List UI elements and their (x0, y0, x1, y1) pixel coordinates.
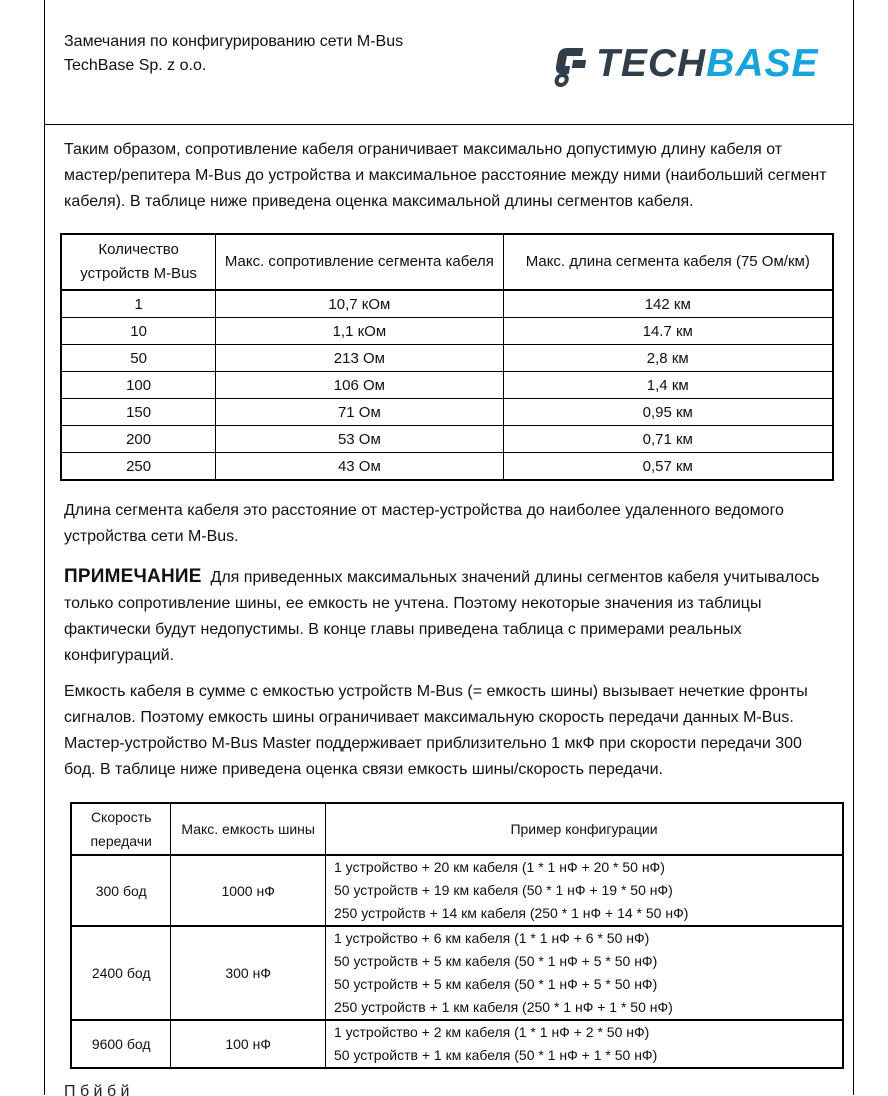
cell-resistance: 213 Ом (216, 345, 503, 372)
config-line: 50 устройств + 5 км кабеля (50 * 1 нФ + 5 * 50 нФ) (333, 953, 658, 969)
truncated-next-line (64, 1082, 534, 1096)
config-line: 50 устройств + 19 км кабеля (50 * 1 нФ + 19 * 50 нФ) (333, 882, 673, 898)
techbase-logo (554, 42, 826, 92)
cell-capacity: 100 нФ (171, 1020, 326, 1068)
note-text: Для приведенных максимальных значений длины сегментов кабеля учитывалось только сопротивление шины, ее емкость не учтена. Поэтому некоторые значения из таблицы фактически будут недопустимы. В конце главы приведена таблица с примерами реальных конфигураций. (64, 569, 820, 664)
cell-length: 0,57 км (503, 453, 833, 481)
cell-capacity: 300 нФ (171, 926, 326, 1020)
cell-configs (325, 855, 843, 926)
table-row (61, 372, 833, 399)
cell-length: 0,71 км (503, 426, 833, 453)
table-row (71, 1020, 843, 1068)
column-header-length: Макс. длина сегмента кабеля (75 Ом/км) (503, 234, 833, 290)
header-divider (44, 124, 854, 125)
cell-devices: 100 (61, 372, 216, 399)
cell-resistance: 71 Ом (216, 399, 503, 426)
cell-length: 142 км (503, 290, 833, 318)
cell-capacity: 1000 нФ (171, 855, 326, 926)
table-row (61, 453, 833, 481)
paragraph-bus-capacity: Емкость кабеля в сумме с емкостью устройств M-Bus (= емкость шины) вызывает нечеткие фронты сигналов. Поэтому емкость шины ограничивает максимальную скорость передачи данных M-Bus. Мастер-устройство M-Bus Master поддерживает приблизительно 1 мкФ при скорости передачи 300 бод. В таблице ниже приведена оценка связи емкость шины/скорость передачи. (64, 683, 808, 778)
table-row (61, 290, 833, 318)
cell-devices: 1 (61, 290, 216, 318)
cell-configs (325, 926, 843, 1020)
cell-resistance: 1,1 кОм (216, 318, 503, 345)
cell-devices: 50 (61, 345, 216, 372)
column-header-speed: Скорость передачи (71, 803, 171, 855)
document-header (64, 30, 403, 78)
logo-tech-text: TECH (596, 42, 707, 85)
config-line: 250 устройств + 1 км кабеля (250 * 1 нФ + 1 * 50 нФ) (333, 999, 673, 1015)
column-header-devices: Количество устройств M-Bus (61, 234, 216, 290)
table-row (71, 855, 843, 926)
table-header-row (61, 234, 833, 290)
config-line: 1 устройство + 6 км кабеля (1 * 1 нФ + 6 * 50 нФ) (333, 930, 650, 946)
cell-devices: 150 (61, 399, 216, 426)
cell-resistance: 106 Ом (216, 372, 503, 399)
column-header-resistance: Макс. сопротивление сегмента кабеля (216, 234, 503, 290)
table-row (71, 926, 843, 1020)
document-title: Замечания по конфигурированию сети M-Bus (64, 33, 404, 50)
table-row (61, 426, 833, 453)
column-header-capacity: Макс. емкость шины (171, 803, 326, 855)
truncated-text: П б й б й (64, 1083, 130, 1096)
column-header-config: Пример конфигурации (325, 803, 843, 855)
table-row (61, 345, 833, 372)
cell-resistance: 10,7 кОм (216, 290, 503, 318)
cell-configs (325, 1020, 843, 1068)
config-line: 1 устройство + 20 км кабеля (1 * 1 нФ + 20 * 50 нФ) (333, 859, 665, 875)
table-row (61, 318, 833, 345)
segment-length-table (60, 233, 834, 481)
paragraph-cable-resistance: Таким образом, сопротивление кабеля ограничивает максимально допустимую длину кабеля от мастер/репитера M-Bus до устройства и максимальное расстояние между ними (наибольший сегмент кабеля). В таблице ниже приведена оценка максимальной длины сегментов кабеля. (64, 141, 827, 210)
config-line: 1 устройство + 2 км кабеля (1 * 1 нФ + 2 * 50 нФ) (333, 1024, 650, 1040)
config-line: 250 устройств + 14 км кабеля (250 * 1 нФ + 14 * 50 нФ) (333, 905, 689, 921)
table-header-row (71, 803, 843, 855)
cell-length: 2,8 км (503, 345, 833, 372)
paragraph-segment-definition: Длина сегмента кабеля это расстояние от мастер-устройства до наиболее удаленного ведомого устройства сети M-Bus. (64, 502, 784, 545)
cell-length: 1,4 км (503, 372, 833, 399)
config-line: 50 устройств + 1 км кабеля (50 * 1 нФ + 1 * 50 нФ) (333, 1047, 658, 1063)
note-paragraph (64, 564, 834, 669)
logo-wordmark (596, 39, 819, 89)
company-name: TechBase Sp. z o.o. (64, 57, 207, 74)
cell-length: 0,95 км (503, 399, 833, 426)
cell-speed: 2400 бод (71, 926, 171, 1020)
cell-devices: 10 (61, 318, 216, 345)
config-line: 50 устройств + 5 км кабеля (50 * 1 нФ + 5 * 50 нФ) (333, 976, 658, 992)
table-row (61, 399, 833, 426)
cell-speed: 9600 бод (71, 1020, 171, 1068)
cell-devices: 200 (61, 426, 216, 453)
cell-devices: 250 (61, 453, 216, 481)
cell-length: 14.7 км (503, 318, 833, 345)
note-heading: ПРИМЕЧАНИЕ (64, 566, 202, 587)
baudrate-capacity-table (70, 802, 844, 1069)
cell-speed: 300 бод (71, 855, 171, 926)
wrench-logo-icon (554, 44, 594, 90)
cell-resistance: 43 Ом (216, 453, 503, 481)
cell-resistance: 53 Ом (216, 426, 503, 453)
logo-base-text: BASE (706, 42, 819, 85)
